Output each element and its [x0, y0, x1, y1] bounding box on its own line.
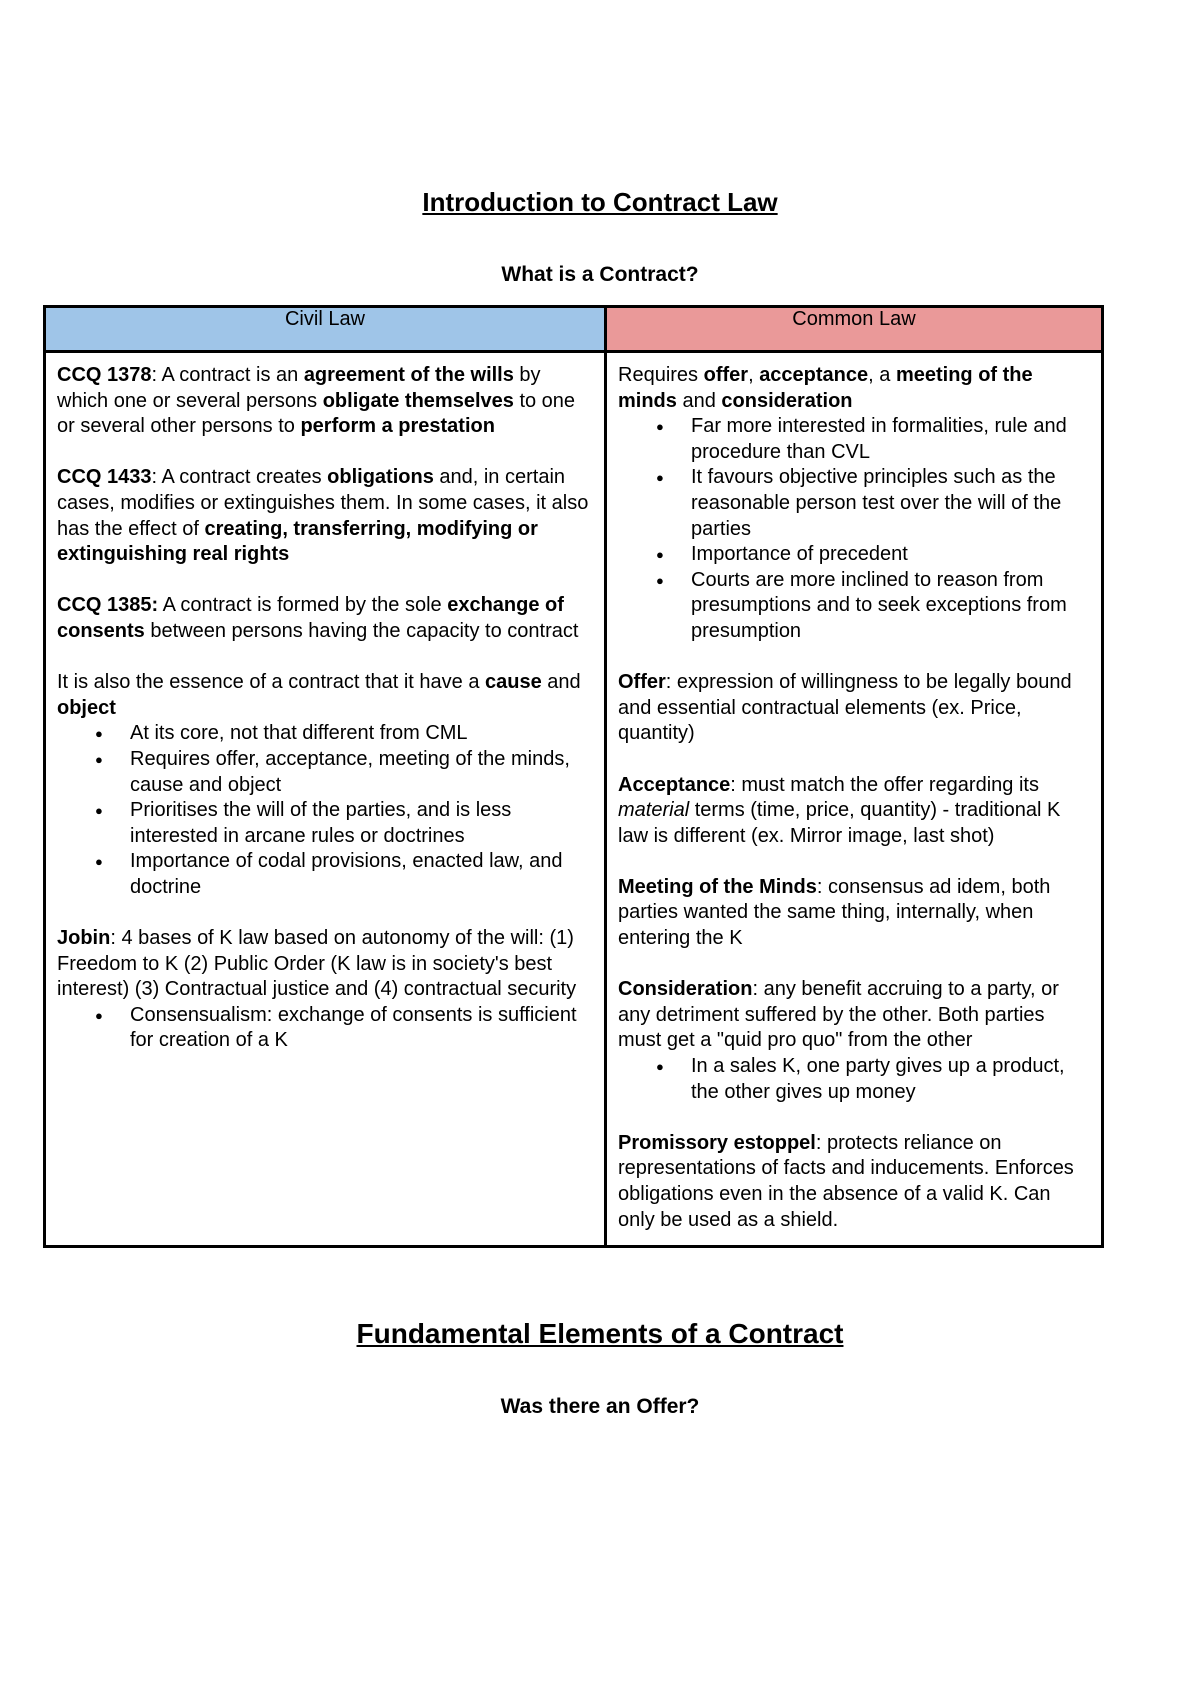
text-run: between persons having the capacity to contract	[144, 619, 579, 642]
text-run: : expression of willingness to be legally bound and essential contractual elements (ex. Price, quantity)	[618, 671, 1072, 745]
common-law-header: Common Law	[606, 307, 1103, 352]
text-run: , a	[868, 364, 896, 386]
civil-law-cell	[45, 352, 606, 1247]
common-law-cell	[606, 352, 1103, 1247]
section-subtitle: What is a Contract?	[501, 263, 699, 286]
bold-text: perform a prestation	[300, 415, 495, 438]
page-title: Introduction to Contract Law	[422, 187, 778, 217]
table-row	[45, 352, 1103, 1247]
cause-object-paragraph	[57, 670, 595, 721]
text-run: : any benefit accruing to a party, or any detriment suffered by the other. Both parties must get a "quid pro quo" from the other	[618, 978, 1059, 1052]
comparison-table	[43, 305, 1104, 1248]
consideration-paragraph	[618, 977, 1092, 1054]
bold-text: obligate themselves	[322, 389, 514, 412]
text-run: to one or several other persons to	[57, 389, 576, 438]
bold-text: acceptance	[759, 364, 869, 386]
consideration-bullet-list	[618, 1054, 1092, 1105]
ccq-1433-paragraph	[57, 465, 595, 567]
bold-text: offer	[703, 364, 749, 386]
bold-text: CCQ 1378	[57, 364, 152, 386]
bold-text: Acceptance	[618, 773, 731, 796]
civil-law-header: Civil Law	[45, 307, 606, 352]
bullet-item: ● It favours objective principles such as the reasonable person test over the will of the parties	[691, 465, 1092, 542]
acceptance-paragraph	[618, 773, 1092, 850]
table-header-row	[45, 307, 1103, 352]
bullet-item: ● At its core, not that different from CML	[130, 721, 595, 747]
text-run: : protects reliance on representations of facts and inducements. Enforces obligations even in the absence of a valid K. Can only be used as a shield.	[618, 1131, 1074, 1231]
text-run: and, in certain cases, modifies or extinguishes them. In some cases, it also has the effect of	[57, 466, 589, 540]
text-run: terms (time, price, quantity) - traditional K law is different (ex. Mirror image, last shot)	[618, 799, 1061, 847]
bold-text: Promissory estoppel	[618, 1131, 816, 1154]
italic-text: material	[618, 799, 690, 822]
bullet-item: ● Courts are more inclined to reason from presumptions and to seek exceptions from presumption	[691, 568, 1092, 645]
section-subtitle-offer: Was there an Offer?	[500, 1395, 700, 1418]
bold-text: Offer	[618, 671, 666, 694]
bold-text: Meeting of the Minds	[618, 875, 817, 898]
bold-text: object	[57, 696, 116, 719]
bold-text: agreement of the wills	[303, 364, 514, 386]
bold-text: meeting of the minds	[618, 364, 1033, 412]
offer-paragraph	[618, 670, 1092, 747]
bold-text: exchange of consents	[57, 594, 564, 642]
text-run: and	[676, 389, 722, 412]
bold-text: CCQ 1385:	[57, 594, 159, 617]
text-run: ,	[748, 364, 760, 386]
bold-text: CCQ 1433	[57, 466, 152, 489]
bold-text: obligations	[327, 466, 434, 489]
bold-text: Jobin	[57, 927, 111, 950]
bullet-item: ● In a sales K, one party gives up a product, the other gives up money	[691, 1054, 1092, 1105]
bold-text: cause	[485, 671, 542, 694]
jobin-bullet-list	[57, 1003, 595, 1054]
text-run: : 4 bases of K law based on autonomy of the will: (1) Freedom to K (2) Public Order (K law is in society's best interest) (3) Contractual justice and (4) contractual security	[57, 927, 577, 1001]
meeting-of-minds-paragraph	[618, 875, 1092, 952]
section-title: Fundamental Elements of a Contract	[356, 1318, 844, 1349]
text-run: and	[541, 671, 581, 694]
text-run: : must match the offer regarding its	[730, 773, 1039, 796]
text-run: A contract is formed by the sole	[158, 594, 448, 617]
ccq-1385-paragraph	[57, 593, 595, 644]
requirements-bullet-list	[618, 414, 1092, 644]
text-run: by which one or several persons	[57, 364, 541, 412]
bullet-item: ● Far more interested in formalities, rule and procedure than CVL	[691, 414, 1092, 465]
requirements-paragraph	[618, 363, 1092, 414]
bullet-item: ● Requires offer, acceptance, meeting of the minds, cause and object	[130, 747, 595, 798]
jobin-paragraph	[57, 926, 595, 1003]
bullet-item: ● Consensualism: exchange of consents is sufficient for creation of a K	[130, 1003, 595, 1054]
bold-text: Consideration	[618, 978, 753, 1001]
bold-text: consideration	[721, 389, 853, 412]
bullet-item: ● Prioritises the will of the parties, and is less interested in arcane rules or doctrines	[130, 798, 595, 849]
bold-text: creating, transferring, modifying or extinguishing real rights	[57, 517, 538, 566]
bullet-item: ● Importance of precedent	[691, 542, 1092, 568]
ccq-1378-paragraph	[57, 363, 595, 440]
cause-object-bullet-list	[57, 721, 595, 900]
text-run: : consensus ad idem, both parties wanted the same thing, internally, when entering the K	[618, 875, 1051, 950]
bullet-item: ● Importance of codal provisions, enacted law, and doctrine	[130, 849, 595, 900]
promissory-estoppel-paragraph	[618, 1131, 1092, 1233]
text-run: : A contract is an	[151, 364, 304, 386]
text-run: It is also the essence of a contract that it have a	[57, 671, 486, 694]
text-run: Requires	[618, 364, 704, 386]
text-run: : A contract creates	[151, 466, 328, 489]
